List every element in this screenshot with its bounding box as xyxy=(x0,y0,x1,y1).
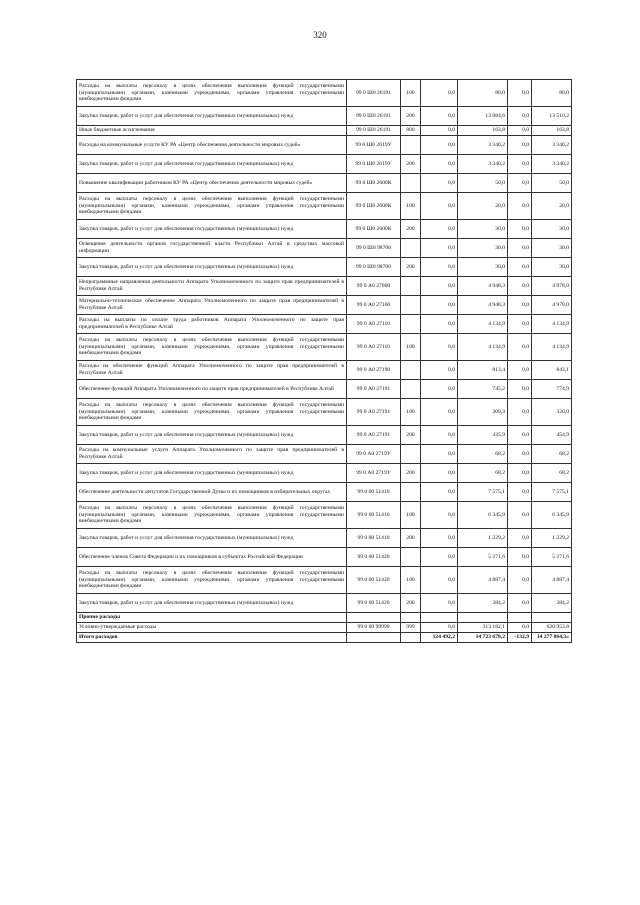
cell-amount-4: 7 575,1 xyxy=(532,483,572,502)
cell-amount-1: 0,0 xyxy=(421,136,458,155)
cell-amount-1: 0,0 xyxy=(421,567,458,594)
cell-name: Итого расходов xyxy=(77,633,347,643)
table-row xyxy=(77,107,572,126)
cell-amount-3: 0,0 xyxy=(508,277,532,296)
table-row xyxy=(77,502,572,529)
cell-amount-4: 30,0 xyxy=(532,258,572,277)
cell-amount-1 xyxy=(421,613,458,623)
table-row xyxy=(77,483,572,502)
cell-name: Закупка товаров, работ и услуг для обеспечения государственных (муниципальных) нужд xyxy=(77,464,347,483)
cell-expense-type: 100 xyxy=(401,193,421,220)
cell-expense-type xyxy=(401,548,421,567)
cell-amount-4: 774,9 xyxy=(532,380,572,399)
cell-expense-type: 999 xyxy=(401,623,421,633)
cell-amount-3: 0,0 xyxy=(508,126,532,136)
cell-name: Закупка товаров, работ и услуг для обеспечения государственных (муниципальных) нужд xyxy=(77,594,347,613)
cell-amount-2: 80,0 xyxy=(458,80,508,107)
cell-amount-3: 0,0 xyxy=(508,220,532,239)
cell-amount-1: 0,0 xyxy=(421,126,458,136)
cell-code: 99 0 А0 27191 xyxy=(347,380,401,399)
cell-code: 99 0 А0 27191 xyxy=(347,426,401,445)
table-row xyxy=(77,258,572,277)
cell-expense-type xyxy=(401,136,421,155)
cell-amount-2 xyxy=(458,613,508,623)
cell-code xyxy=(347,633,401,643)
cell-amount-4: 4 134,9 xyxy=(532,315,572,334)
table-row xyxy=(77,445,572,464)
cell-expense-type: 100 xyxy=(401,80,421,107)
table-row xyxy=(77,136,572,155)
cell-amount-2: 68,2 xyxy=(458,445,508,464)
table-row xyxy=(77,220,572,239)
table-row xyxy=(77,623,572,633)
cell-amount-3: 0,0 xyxy=(508,361,532,380)
cell-amount-4: 4 978,0 xyxy=(532,296,572,315)
cell-amount-3: 0,0 xyxy=(508,426,532,445)
cell-amount-3: 0,0 xyxy=(508,502,532,529)
cell-amount-4: 454,9 xyxy=(532,426,572,445)
cell-amount-1: 0,0 xyxy=(421,594,458,613)
cell-amount-3: 0,0 xyxy=(508,464,532,483)
table-row xyxy=(77,239,572,258)
cell-name: Непрограммные направления деятельности Аппарата Уполномоченного по защите прав предпринимателей в Республике Алтай xyxy=(77,277,347,296)
cell-name: Освещение деятельности органов государственной власти Республики Алтай в средствах массовой информации xyxy=(77,239,347,258)
cell-code: 99 0 00 51420 xyxy=(347,567,401,594)
cell-amount-2: 6 345,9 xyxy=(458,502,508,529)
cell-name: Обеспечение функций Аппарата Уполномоченного по защите прав предпринимателей в Республике Алтай xyxy=(77,380,347,399)
cell-name: Расходы на выплаты персоналу в целях обеспечения выполнения функций государственными (муниципальными) органами, казенными учреждениями, органами управления государственными внебюджетными фондами xyxy=(77,334,347,361)
cell-amount-2: 813,4 xyxy=(458,361,508,380)
cell-amount-1: 0,0 xyxy=(421,483,458,502)
table-row xyxy=(77,567,572,594)
cell-name: Расходы на коммунальные услуги Аппарата Уполномоченного по защите прав предпринимателей в Республике Алтай xyxy=(77,445,347,464)
cell-amount-2: 4 134,9 xyxy=(458,315,508,334)
table-row xyxy=(77,361,572,380)
cell-amount-2: 4 948,3 xyxy=(458,277,508,296)
table-row xyxy=(77,548,572,567)
cell-code: 99 0 00 51410 xyxy=(347,502,401,529)
cell-name: Расходы на коммунальные услуги КУ РА «Центр обеспечения деятельности мировых судей» xyxy=(77,136,347,155)
cell-amount-2: 313 182,1 xyxy=(458,623,508,633)
cell-name: Закупка товаров, работ и услуг для обеспечения государственных (муниципальных) нужд xyxy=(77,107,347,126)
cell-amount-1: 0,0 xyxy=(421,623,458,633)
cell-amount-4: 163,8 xyxy=(532,126,572,136)
cell-amount-1: 0,0 xyxy=(421,361,458,380)
cell-amount-1: 0,0 xyxy=(421,174,458,193)
cell-expense-type xyxy=(401,483,421,502)
cell-amount-2: 30,0 xyxy=(458,239,508,258)
cell-amount-1: 124 492,2 xyxy=(421,633,458,643)
cell-amount-2: 309,3 xyxy=(458,399,508,426)
cell-amount-2: 3 340,2 xyxy=(458,136,508,155)
budget-table xyxy=(76,79,572,643)
cell-amount-4: 4 134,9 xyxy=(532,334,572,361)
cell-amount-4: 30,0 xyxy=(532,220,572,239)
cell-name: Расходы на выплаты персоналу в целях обеспечения выполнения функций государственными (муниципальными) органами, казенными учреждениями, органами управления государственными внебюджетными фондами xyxy=(77,193,347,220)
cell-code: 99 0 Ш0 2619У xyxy=(347,136,401,155)
cell-amount-2: 163,8 xyxy=(458,126,508,136)
cell-amount-4: 384,2 xyxy=(532,594,572,613)
cell-expense-type xyxy=(401,361,421,380)
cell-amount-2: 3 340,2 xyxy=(458,155,508,174)
cell-code: 99 0 А0 27191 xyxy=(347,399,401,426)
cell-amount-4: 30,0 xyxy=(532,239,572,258)
cell-name: Иные бюджетные ассигнования xyxy=(77,126,347,136)
cell-amount-1: 0,0 xyxy=(421,502,458,529)
cell-amount-1: 0,0 xyxy=(421,107,458,126)
cell-amount-1: 0,0 xyxy=(421,380,458,399)
cell-amount-3: 0,0 xyxy=(508,155,532,174)
cell-expense-type xyxy=(401,296,421,315)
cell-expense-type xyxy=(401,174,421,193)
cell-amount-2: 5 271,6 xyxy=(458,548,508,567)
cell-expense-type xyxy=(401,277,421,296)
cell-name: Обеспечение членов Совета Федерации и их помощников в субъектах Российской Федерации xyxy=(77,548,347,567)
table-row xyxy=(77,174,572,193)
cell-amount-4: 68,2 xyxy=(532,464,572,483)
cell-amount-2: 68,2 xyxy=(458,464,508,483)
cell-expense-type: 200 xyxy=(401,464,421,483)
cell-amount-4: 320,0 xyxy=(532,399,572,426)
cell-amount-3: 0,0 xyxy=(508,107,532,126)
table-row xyxy=(77,399,572,426)
table-row xyxy=(77,613,572,623)
cell-amount-4: 20,0 xyxy=(532,193,572,220)
cell-code: 99 0 Ш0 26191 xyxy=(347,107,401,126)
cell-amount-3: 0,0 xyxy=(508,174,532,193)
table-row xyxy=(77,193,572,220)
cell-amount-2: 384,2 xyxy=(458,594,508,613)
cell-amount-2: 4 134,9 xyxy=(458,334,508,361)
cell-amount-2: 20,0 xyxy=(458,193,508,220)
cell-amount-1: 0,0 xyxy=(421,529,458,548)
cell-name: Расходы на выплаты по оплате труда работников Аппарата Уполномоченного по защите прав предпринимателей в Республике Алтай xyxy=(77,315,347,334)
cell-expense-type: 100 xyxy=(401,334,421,361)
cell-amount-2: 7 575,1 xyxy=(458,483,508,502)
cell-name: Расходы на выплаты персоналу в целях обеспечения выполнения функций государственными (муниципальными) органами, казенными учреждениями, органами управления государственными внебюджетными фондами xyxy=(77,502,347,529)
cell-amount-4: 5 271,6 xyxy=(532,548,572,567)
cell-code xyxy=(347,613,401,623)
cell-amount-2: 50,0 xyxy=(458,174,508,193)
cell-amount-3: 0,0 xyxy=(508,380,532,399)
cell-amount-1: 0,0 xyxy=(421,155,458,174)
cell-code: 99 0 Ш0 2600К xyxy=(347,174,401,193)
table-row xyxy=(77,529,572,548)
cell-amount-1: 0,0 xyxy=(421,464,458,483)
cell-code: 99 0 Ш0 26191 xyxy=(347,126,401,136)
cell-amount-3: -132,9 xyxy=(508,633,532,643)
table-row xyxy=(77,334,572,361)
cell-name: Закупка товаров, работ и услуг для обеспечения государственных (муниципальных) нужд xyxy=(77,155,347,174)
cell-amount-1: 0,0 xyxy=(421,220,458,239)
cell-amount-4: 50,0 xyxy=(532,174,572,193)
cell-amount-4: 6 345,9 xyxy=(532,502,572,529)
cell-expense-type: 200 xyxy=(401,426,421,445)
cell-name: Повышение квалификации работников КУ РА «Центр обеспечения деятельности мировых судей» xyxy=(77,174,347,193)
cell-amount-3: 0,0 xyxy=(508,239,532,258)
cell-amount-3: 0,0 xyxy=(508,483,532,502)
cell-amount-1: 0,0 xyxy=(421,296,458,315)
cell-amount-3: 0,0 xyxy=(508,334,532,361)
cell-amount-4: 14 277 864,3» xyxy=(532,633,572,643)
cell-expense-type xyxy=(401,239,421,258)
cell-expense-type: 200 xyxy=(401,594,421,613)
cell-code: 99 0 00 99999 xyxy=(347,623,401,633)
table-row xyxy=(77,594,572,613)
cell-amount-2: 30,0 xyxy=(458,220,508,239)
cell-code: 99 0 А0 27110 xyxy=(347,315,401,334)
cell-expense-type: 200 xyxy=(401,107,421,126)
cell-code: 99 0 А0 27000 xyxy=(347,277,401,296)
cell-amount-1: 0,0 xyxy=(421,80,458,107)
cell-name: Закупка товаров, работ и услуг для обеспечения государственных (муниципальных) нужд xyxy=(77,529,347,548)
cell-name: Расходы на выплаты персоналу в целях обеспечения выполнения функций государственными (муниципальными) органами, казенными учреждениями, органами управления государственными внебюджетными фондами xyxy=(77,80,347,107)
table-row xyxy=(77,633,572,643)
cell-amount-4: 3 340,2 xyxy=(532,155,572,174)
cell-amount-3: 0,0 xyxy=(508,594,532,613)
cell-amount-2: 435,9 xyxy=(458,426,508,445)
cell-amount-4: 4 887,4 xyxy=(532,567,572,594)
cell-expense-type: 100 xyxy=(401,567,421,594)
cell-amount-2: 30,0 xyxy=(458,258,508,277)
cell-expense-type xyxy=(401,380,421,399)
cell-amount-1: 0,0 xyxy=(421,399,458,426)
cell-amount-2: 1 229,2 xyxy=(458,529,508,548)
table-row xyxy=(77,155,572,174)
budget-table-body xyxy=(77,80,572,643)
cell-code: 99 0 А0 27190 xyxy=(347,361,401,380)
cell-amount-3: 0,0 xyxy=(508,623,532,633)
cell-code: 99 0 00 51410 xyxy=(347,529,401,548)
cell-expense-type: 200 xyxy=(401,220,421,239)
cell-amount-4: 1 229,2 xyxy=(532,529,572,548)
cell-amount-4: 620 953,8 xyxy=(532,623,572,633)
cell-amount-4: 4 978,0 xyxy=(532,277,572,296)
cell-amount-1: 0,0 xyxy=(421,426,458,445)
cell-expense-type: 200 xyxy=(401,155,421,174)
table-row xyxy=(77,380,572,399)
cell-code: 99 0 А0 2719У xyxy=(347,445,401,464)
cell-expense-type xyxy=(401,445,421,464)
page-number: 320 xyxy=(313,30,327,40)
table-row xyxy=(77,277,572,296)
cell-amount-3: 0,0 xyxy=(508,136,532,155)
cell-name: Обеспечение деятельности депутатов Государственной Думы и их помощников в избирательных округах xyxy=(77,483,347,502)
cell-amount-1: 0,0 xyxy=(421,548,458,567)
cell-code: 99 0 Ш0 98700 xyxy=(347,258,401,277)
cell-code: 99 0 Ш0 2619У xyxy=(347,155,401,174)
cell-expense-type xyxy=(401,315,421,334)
cell-amount-4 xyxy=(532,613,572,623)
cell-code: 99 0 А0 2719У xyxy=(347,464,401,483)
cell-name: Расходы на обеспечение функций Аппарата Уполномоченного по защите прав предпринимателей в Республике Алтай xyxy=(77,361,347,380)
cell-expense-type: 800 xyxy=(401,126,421,136)
table-row xyxy=(77,464,572,483)
cell-code: 99 0 00 51420 xyxy=(347,594,401,613)
cell-amount-1: 0,0 xyxy=(421,334,458,361)
cell-amount-1: 0,0 xyxy=(421,193,458,220)
cell-name: Условно-утверждаемые расходы xyxy=(77,623,347,633)
cell-amount-2: 4 948,3 xyxy=(458,296,508,315)
cell-code: 99 0 А0 27100 xyxy=(347,296,401,315)
cell-amount-4: 80,0 xyxy=(532,80,572,107)
table-row xyxy=(77,426,572,445)
cell-amount-3: 0,0 xyxy=(508,567,532,594)
cell-code: 99 0 Ш0 26191 xyxy=(347,80,401,107)
cell-amount-3: 0,0 xyxy=(508,548,532,567)
cell-code: 99 0 00 51420 xyxy=(347,548,401,567)
cell-name: Расходы на выплаты персоналу в целях обеспечения выполнения функций государственными (муниципальными) органами, казенными учреждениями, органами управления государственными внебюджетными фондами xyxy=(77,567,347,594)
cell-amount-3: 0,0 xyxy=(508,258,532,277)
cell-amount-2: 13 084,6 xyxy=(458,107,508,126)
cell-code: 99 0 Ш0 98700 xyxy=(347,239,401,258)
cell-amount-3: 0,0 xyxy=(508,80,532,107)
cell-amount-4: 843,1 xyxy=(532,361,572,380)
cell-expense-type xyxy=(401,633,421,643)
cell-expense-type: 100 xyxy=(401,399,421,426)
cell-amount-3: 0,0 xyxy=(508,296,532,315)
cell-amount-3: 0,0 xyxy=(508,315,532,334)
cell-amount-1: 0,0 xyxy=(421,239,458,258)
cell-code: 99 0 Ш0 2600К xyxy=(347,220,401,239)
cell-amount-1: 0,0 xyxy=(421,445,458,464)
table-row xyxy=(77,80,572,107)
cell-amount-2: 4 887,4 xyxy=(458,567,508,594)
cell-name: Материально-техническое обеспечение Аппарата Уполномоченного по защите прав предпринимателей в Республике Алтай xyxy=(77,296,347,315)
cell-amount-3 xyxy=(508,613,532,623)
cell-name: Расходы на выплаты персоналу в целях обеспечения выполнения функций государственными (муниципальными) органами, казенными учреждениями, органами управления государственными внебюджетными фондами xyxy=(77,399,347,426)
cell-expense-type: 200 xyxy=(401,529,421,548)
cell-expense-type xyxy=(401,613,421,623)
cell-code: 99 0 Ш0 2600К xyxy=(347,193,401,220)
cell-amount-4: 68,2 xyxy=(532,445,572,464)
cell-name: Закупка товаров, работ и услуг для обеспечения государственных (муниципальных) нужд xyxy=(77,426,347,445)
cell-amount-4: 3 340,2 xyxy=(532,136,572,155)
cell-amount-3: 0,0 xyxy=(508,529,532,548)
cell-name: Прочие расходы xyxy=(77,613,347,623)
cell-amount-2: 14 723 678,2 xyxy=(458,633,508,643)
cell-amount-3: 0,0 xyxy=(508,445,532,464)
cell-name: Закупка товаров, работ и услуг для обеспечения государственных (муниципальных) нужд xyxy=(77,220,347,239)
cell-amount-2: 745,2 xyxy=(458,380,508,399)
cell-amount-3: 0,0 xyxy=(508,399,532,426)
table-row xyxy=(77,126,572,136)
cell-expense-type: 100 xyxy=(401,502,421,529)
table-row xyxy=(77,296,572,315)
cell-amount-3: 0,0 xyxy=(508,193,532,220)
cell-code: 99 0 А0 27110 xyxy=(347,334,401,361)
cell-amount-1: 0,0 xyxy=(421,277,458,296)
cell-amount-4: 13 510,2 xyxy=(532,107,572,126)
cell-amount-1: 0,0 xyxy=(421,315,458,334)
cell-amount-1: 0,0 xyxy=(421,258,458,277)
cell-expense-type: 200 xyxy=(401,258,421,277)
cell-name: Закупка товаров, работ и услуг для обеспечения государственных (муниципальных) нужд xyxy=(77,258,347,277)
cell-code: 99 0 00 51410 xyxy=(347,483,401,502)
table-row xyxy=(77,315,572,334)
